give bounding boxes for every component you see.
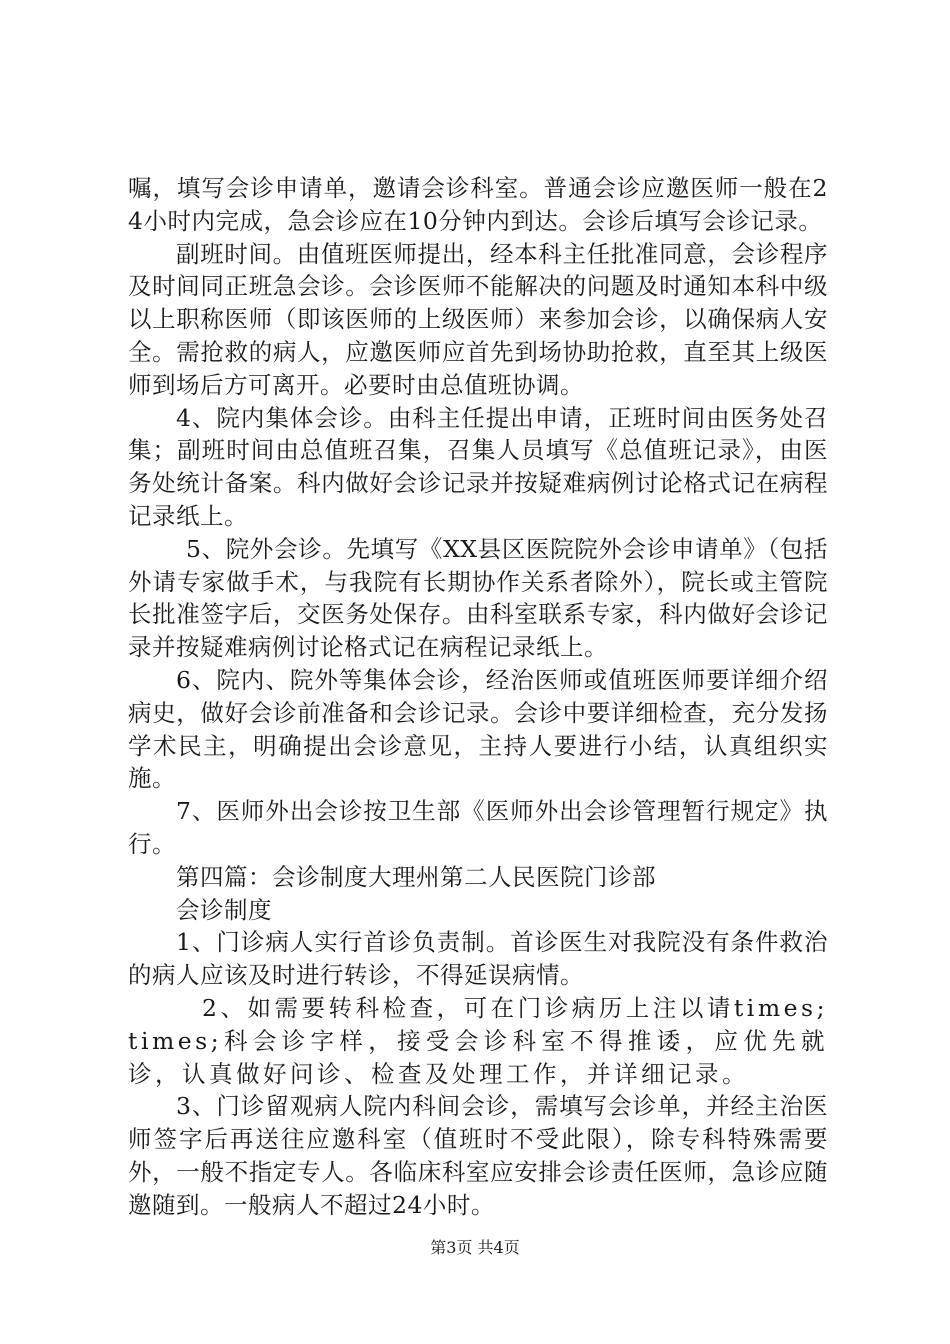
- paragraph-group-consultation: 6、院内、院外等集体会诊，经治医师或值班医师要详细介绍病史，做好会诊前准备和会诊记录。会诊中要详细检查，充分发扬学术民主，明确提出会诊意见，主持人要进行小结，认真组织实施。: [128, 665, 828, 793]
- paragraph-collective-consultation: 4、院内集体会诊。由科主任提出申请，正班时间由医务处召集；副班时间由总值班召集，召集人员填写《总值班记录》，由医务处统计备案。科内做好会诊记录并按疑难病例讨论格式记在病程记录纸上。: [128, 403, 828, 530]
- paragraph-consultation-record: 嘱，填写会诊申请单，邀请会诊科室。普通会诊应邀医师一般在24小时内完成，急会诊应在10分钟内到达。会诊后填写会诊记录。: [128, 174, 828, 235]
- paragraph-external-consultation: 5、院外会诊。先填写《XX县区医院院外会诊申请单》（包括外请专家做手术，与我院有长期协作关系者除外），院长或主管院长批准签字后，交医务处保存。由科室联系专家，科内做好会诊记录并按疑难病例讨论格式记在病程记录纸上。: [128, 534, 828, 662]
- paragraph-outside-consultation-rule: 7、医师外出会诊按卫生部《医师外出会诊管理暂行规定》执行。: [128, 797, 828, 858]
- document-body: [128, 172, 828, 1222]
- page-number-footer: 第3页 共4页: [430, 1238, 520, 1257]
- paragraph-observation-patients: 3、门诊留观病人院内科间会诊，需填写会诊单，并经主治医师签字后再送往应邀科室（值班时不受此限），除专科特殊需要外，一般不指定专人。各临床科室应安排会诊责任医师，急诊应随邀随到。一般病人不超过24小时。: [128, 1092, 828, 1219]
- paragraph-first-visit-responsibility: 1、门诊病人实行首诊负责制。首诊医生对我院没有条件救治的病人应该及时进行转诊，不得延误病情。: [128, 928, 828, 990]
- section-heading: 第四篇：会诊制度大理州第二人民医院门诊部: [176, 862, 656, 891]
- paragraph-department-transfer: 2、如需要转科检查，可在门诊病历上注以请times;times;科会诊字样，接受会诊科室不得推诿，应优先就诊，认真做好问诊、检查及处理工作，并详细记录。: [128, 993, 828, 1088]
- paragraph-off-duty-consultation: 副班时间。由值班医师提出，经本科主任批准同意，会诊程序及时间同正班急会诊。会诊医师不能解决的问题及时通知本科中级以上职称医师（即该医师的上级医师）来参加会诊，以确保病人安全。需抢救的病人，应邀医师应首先到场协助抢救，直至其上级医师到场后方可离开。必要时由总值班协调。: [128, 239, 828, 399]
- section-subheading: 会诊制度: [176, 895, 272, 924]
